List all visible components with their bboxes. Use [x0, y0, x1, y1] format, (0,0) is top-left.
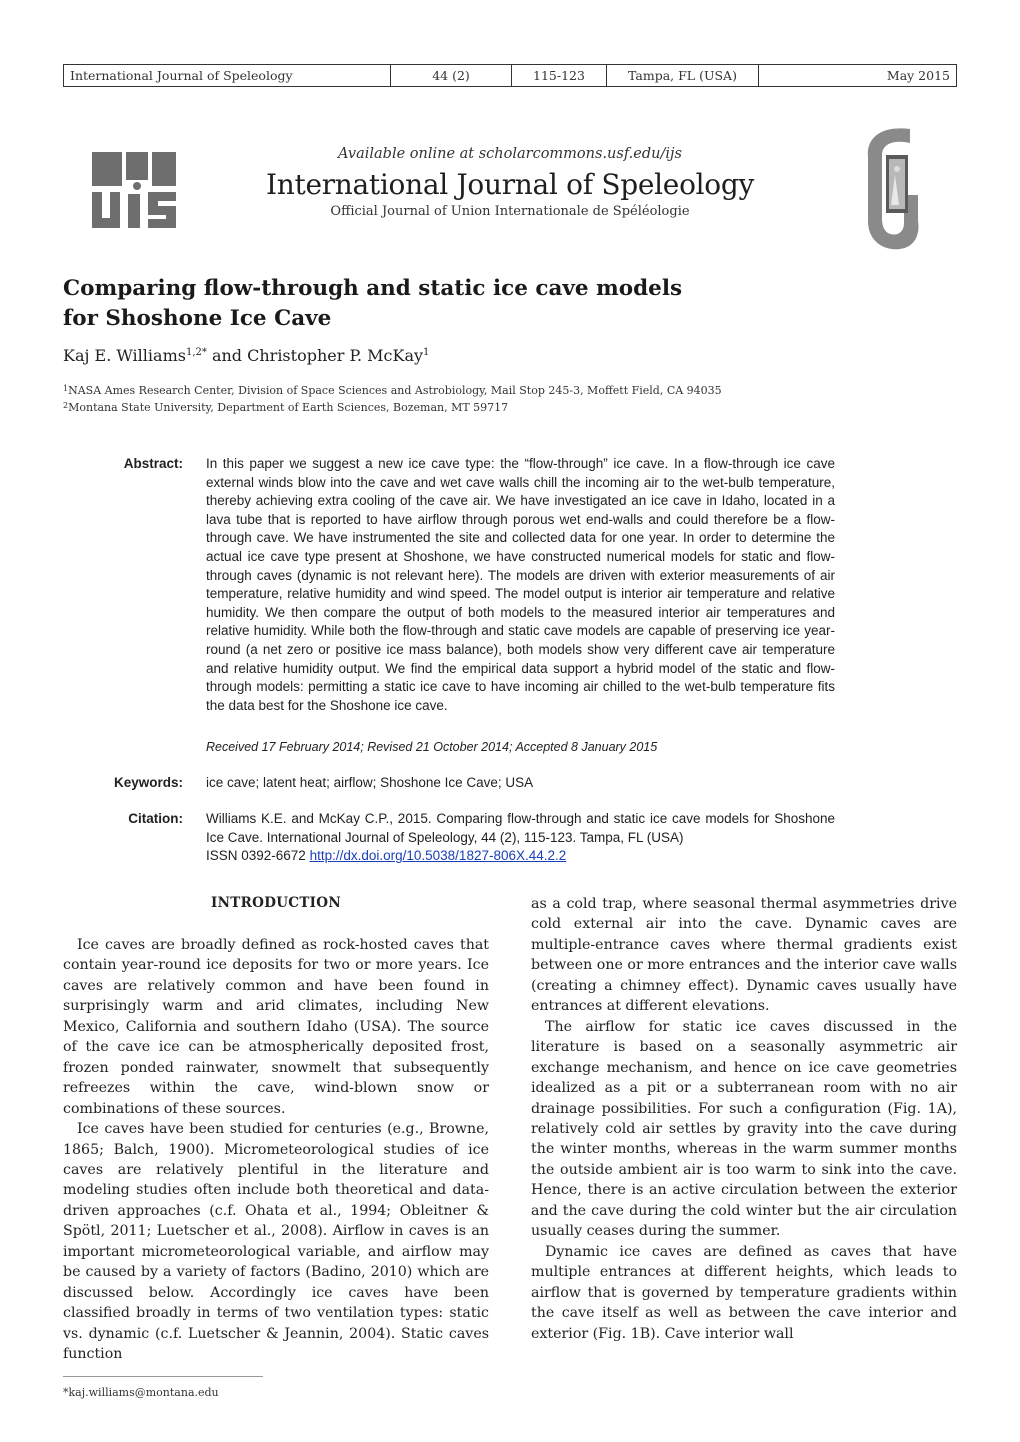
- header-volume: 44 (2): [391, 65, 512, 86]
- journal-subtitle: Official Journal of Union Internationale de Spéléologie: [330, 204, 690, 219]
- keywords-label: Keywords:: [113, 775, 183, 790]
- affiliation-2: $^2$Montana State University, Department of Earth Sciences, Bozeman, MT 59717: [63, 401, 509, 414]
- section-heading-introduction: INTRODUCTION: [211, 895, 341, 911]
- header-date: May 2015: [886, 68, 950, 83]
- citation-issn: ISSN 0392-6672: [206, 848, 310, 864]
- ijs-cover-logo: [860, 125, 922, 253]
- paragraph: as a cold trap, where seasonal thermal asymmetries drive cold external air into the cave. Dynamic caves are multiple-entrance caves where thermal gradients exist between one or more entrances and the interior cave walls (creating a chimney effect). Dynamic caves usually have entrances at different elevations.: [531, 896, 957, 1015]
- abstract-label: Abstract:: [123, 456, 183, 471]
- body-column-right: [531, 894, 957, 1344]
- uis-logo: [90, 150, 178, 230]
- author-mckay: and Christopher P. McKay: [206, 346, 424, 365]
- journal-title: International Journal of Speleology: [266, 168, 754, 201]
- body-column-left: [63, 935, 489, 1365]
- citation-label: Citation:: [128, 811, 183, 826]
- paragraph: Dynamic ice caves are defined as caves that have multiple entrances at different heights, which leads to airflow that is governed by temperature gradients within the cave itself as well as between the cave interior and exterior (Fig. 1B). Cave interior wall: [531, 1243, 957, 1342]
- paragraph: Ice caves are broadly defined as rock-hosted caves that contain year-round ice deposits for two or more years. Ice caves are relatively common and have been found in surprisingly warm and arid climates, including New Mexico, California and southern Idaho (USA). The source of the cave ice can be atmospherically deposited frost, frozen ponded rainwater, snowmelt that subsequently refreezes within the cave, wind-blown snow or combinations of these sources.: [63, 937, 489, 1117]
- citation-reference: Williams K.E. and McKay C.P., 2015. Comparing flow-through and static ice cave models for Shoshone Ice Cave. International Journal of Speleology, 44 (2), 115-123. Tampa, FL (USA): [206, 811, 835, 845]
- keywords-text: ice cave; latent heat; airflow; Shoshone Ice Cave; USA: [206, 775, 534, 790]
- author-williams-affiliation: 1,2*: [185, 347, 207, 358]
- header-pages: 115-123: [512, 65, 607, 86]
- header-location: Tampa, FL (USA): [607, 65, 759, 86]
- paragraph: Ice caves have been studied for centuries (e.g., Browne, 1865; Balch, 1900). Micrometeorological studies of ice caves are relatively plentiful in the literature and modeling studies often include both theoretical and data-driven approaches (c.f. Ohata et al., 1994; Obleitner & Spötl, 2011; Luetscher et al., 2008). Airflow in caves is an important micrometeorological variable, and airflow may be caused by a variety of factors (Badino, 2010) which are discussed below. Accordingly ice caves have been classified broadly in terms of two ventilation types: static vs. dynamic (c.f. Luetscher & Jeannin, 2004). Static caves function: [63, 1121, 489, 1363]
- citation-text: [206, 810, 835, 866]
- available-online-note: Available online at scholarcommons.usf.edu/ijs: [338, 146, 682, 162]
- paragraph: The airflow for static ice caves discussed in the literature is based on a seasonally asymmetric air exchange mechanism, and hence on ice cave geometries idealized as a pit or a subterranean room with no air drainage possibilities. For such a configuration (Fig. 1A), relatively cold air settles by gravity into the cave during the winter months, whereas in the warm summer months the outside ambient air is too warm to sink into the cave. Hence, there is an active circulation between the exterior and the cave during the cold winter but the air circulation usually ceases during the summer.: [531, 1018, 957, 1240]
- received-dates: Received 17 February 2014; Revised 21 October 2014; Accepted 8 January 2015: [206, 740, 658, 754]
- footnote-divider: [63, 1376, 263, 1377]
- paper-title-line-2: for Shoshone Ice Cave: [63, 306, 332, 331]
- author-mckay-affiliation: 1: [423, 347, 430, 358]
- header-journal-name: International Journal of Speleology: [64, 65, 391, 86]
- author-line: [63, 346, 429, 365]
- paper-title-line-1: Comparing flow-through and static ice cave models: [63, 276, 683, 301]
- journal-header-table: [63, 64, 957, 87]
- corresponding-author-email: *kaj.williams@montana.edu: [63, 1386, 219, 1399]
- paper-title: [63, 274, 863, 334]
- author-williams: Kaj E. Williams: [63, 346, 186, 365]
- affiliation-1: $^1$NASA Ames Research Center, Division of Space Sciences and Astrobiology, Mail Stop 245-3, Moffett Field, CA 94035: [63, 384, 722, 397]
- doi-link[interactable]: http://dx.doi.org/10.5038/1827-806X.44.2.2: [309, 848, 567, 864]
- abstract-text: In this paper we suggest a new ice cave type: the “flow-through” ice cave. In a flow-through ice cave external winds blow into the cave and wet cave walls chill the incoming air to the wet-bulb temperature, thereby achieving extra cooling of the cave air. We have investigated an ice cave in Idaho, located in a lava tube that is reported to have airflow through porous wet end-walls and could therefore be a flow-through cave. We have instrumented the site and collected data for one year. In order to determine the actual ice cave type present at Shoshone, we have constructed numerical models for static and flow-through caves (dynamic is not relevant here). The models are driven with exterior measurements of air temperature, relative humidity and wind speed. The model output is interior air temperature and relative humidity. We then compare the output of both models to the measured interior air temperatures and relative humidity. While both the flow-through and static cave models are capable of preserving ice year-round (a net zero or positive ice mass balance), both models show very different cave air temperature and relative humidity output. We find the empirical data support a hybrid model of the static and flow-through models: permitting a static ice cave to have incoming air chilled to the wet-bulb temperature fits the data best for the Shoshone ice cave.: [206, 456, 835, 713]
